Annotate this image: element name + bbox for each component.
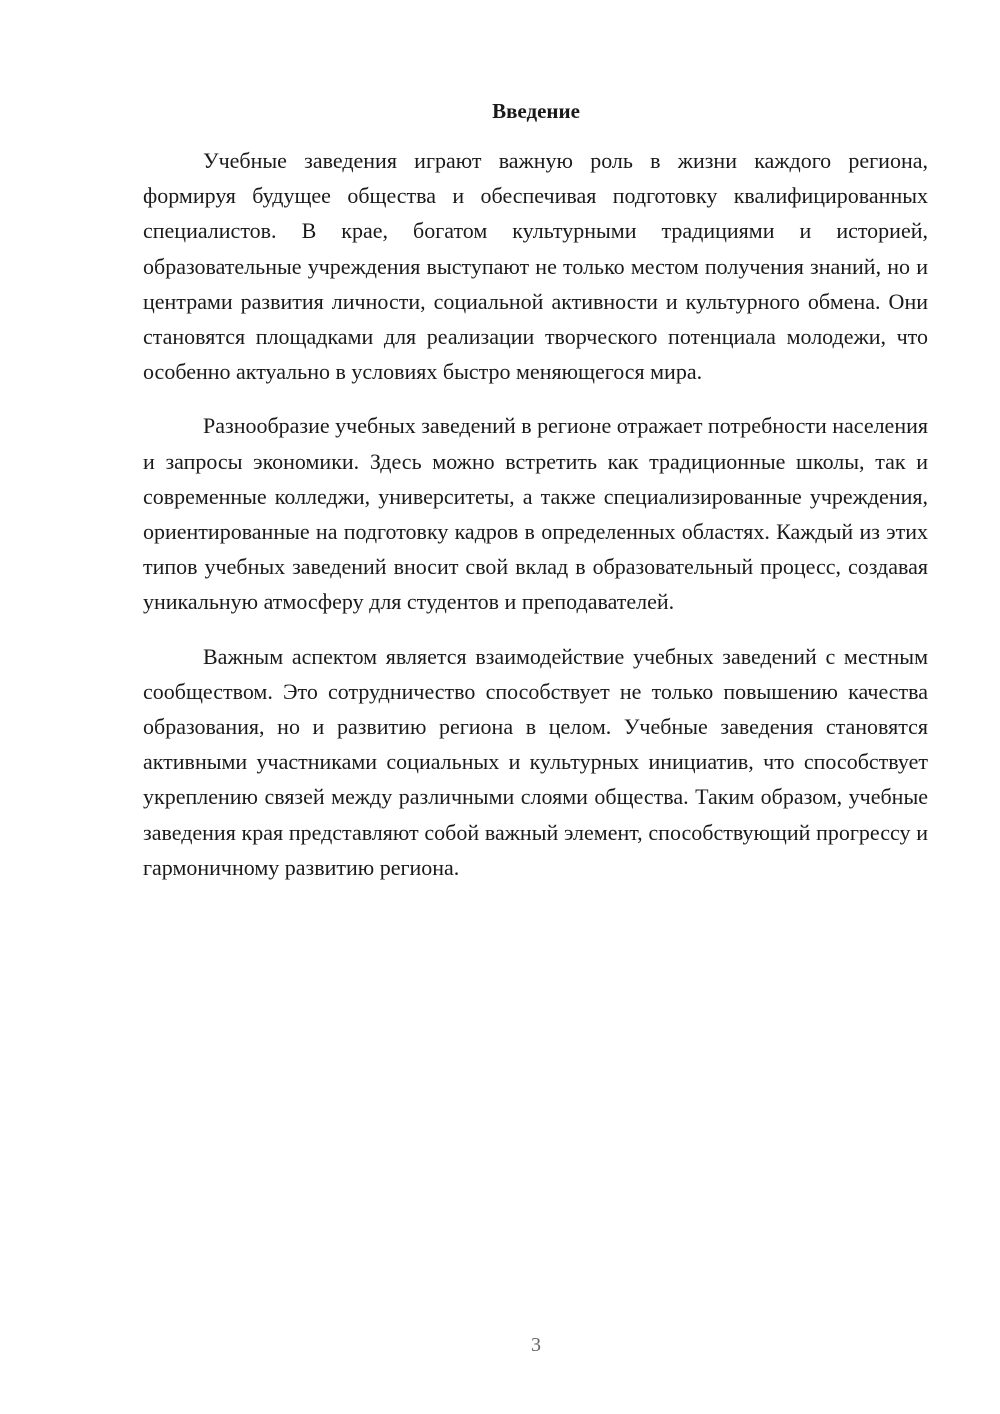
section-heading: Введение <box>492 99 580 123</box>
paragraph-1: Учебные заведения играют важную роль в жизни каждого региона, формируя будущее общества и обеспечивая подготовку квалифицированных специалистов. В крае, богатом культурными традициями и историей, образовательные учреждения выступают не только местом получения знаний, но и центрами развития личности, социальной активности и культурного обмена. Они становятся площадками для реализации творческого потенциала молодежи, что особенно актуально в условиях быстро меняющегося мира. <box>143 148 928 385</box>
page-number: 3 <box>531 1334 541 1356</box>
paragraph-2: Разнообразие учебных заведений в регионе отражает потребности населения и запросы экономики. Здесь можно встретить как традиционные школы, так и современные колледжи, университеты, а также специализированные учреждения, ориентированные на подготовку кадров в определенных областях. Каждый из этих типов учебных заведений вносит свой вклад в образовательный процесс, создавая уникальную атмосферу для студентов и преподавателей. <box>143 413 928 615</box>
paragraph-3: Важным аспектом является взаимодействие учебных заведений с местным сообществом. Это сотрудничество способствует не только повышению качества образования, но и развитию региона в целом. Учебные заведения становятся активными участниками социальных и культурных инициатив, что способствует укреплению связей между различными слоями общества. Таким образом, учебные заведения края представляют собой важный элемент, способствующий прогрессу и гармоничному развитию региона. <box>143 643 928 880</box>
body-text <box>143 143 928 904</box>
